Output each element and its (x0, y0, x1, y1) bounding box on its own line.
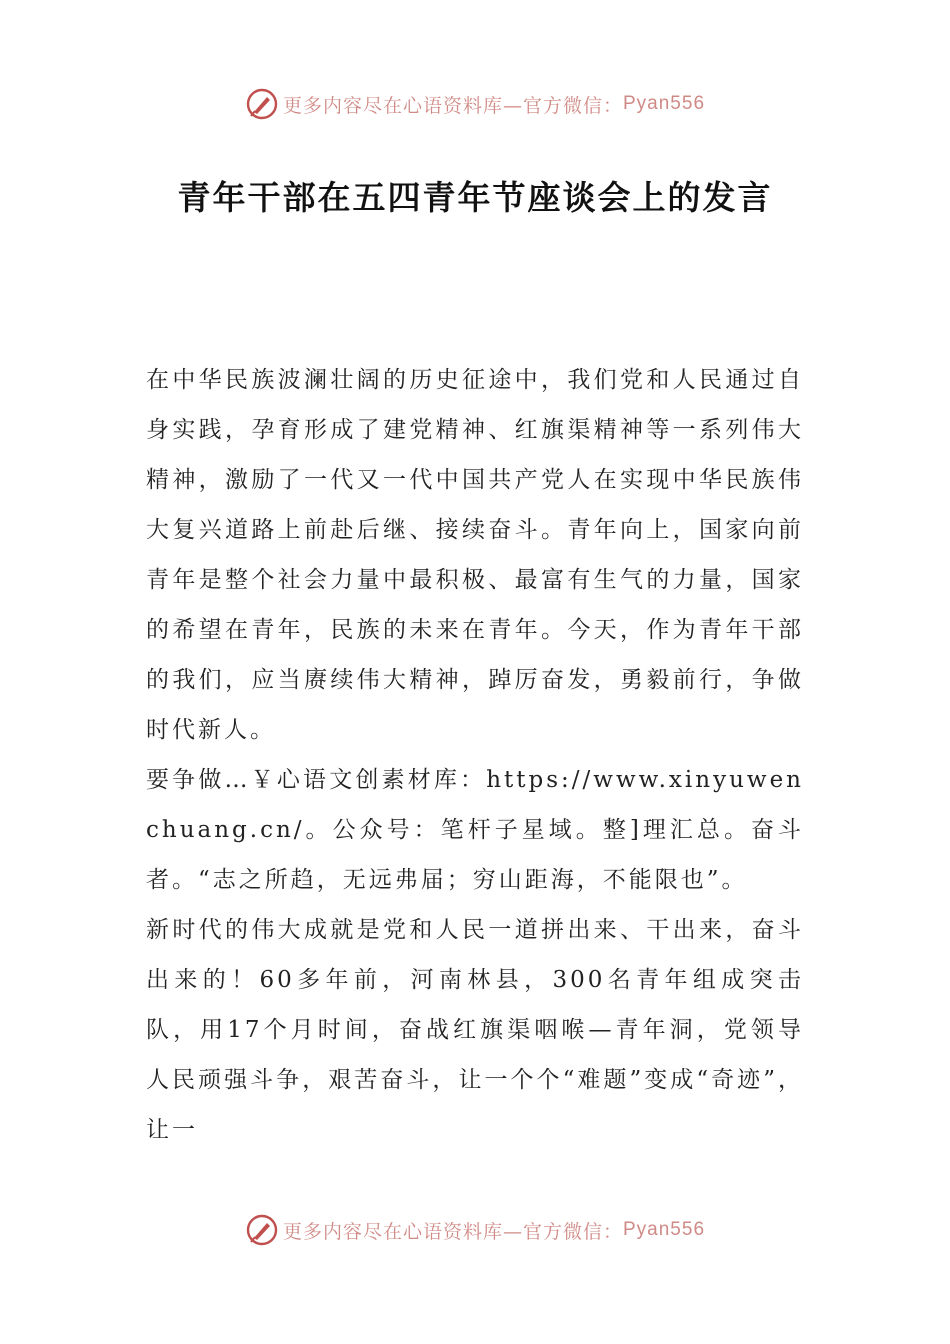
paragraph: 在中华民族波澜壮阔的历史征途中，我们党和人民通过自身实践，孕育形成了建党精神、红旗渠精神等一系列伟大精神，激励了一代又一代中国共产党人在实现中华民族伟大复兴道路上前赴后继、接续奋斗。青年向上，国家向前青年是整个社会力量中最积极、最富有生气的力量，国家的希望在青年，民族的未来在青年。今天，作为青年干部的我们，应当赓续伟大精神，踔厉奋发，勇毅前行，争做时代新人。 (146, 367, 804, 743)
header-watermark (0, 84, 950, 124)
footer-watermark (0, 1210, 950, 1250)
watermark-text: 更多内容尽在心语资料库—官方微信： (282, 1220, 623, 1243)
paragraph: 新时代的伟大成就是党和人民一道拼出来、干出来，奋斗出来的！60多年前，河南林县，300名青年组成突击队，用17个月时间，奋战红旗渠咽喉—青年洞，党领导人民顽强斗争，艰苦奋斗，让一个个“难题”变成“奇迹”，让一 (146, 917, 804, 1143)
watermark-text: 更多内容尽在心语资料库—官方微信： (282, 94, 623, 117)
document-title: 青年干部在五四青年节座谈会上的发言 (177, 178, 773, 217)
pen-logo-icon (245, 87, 279, 121)
watermark-wechat: Pyan556 (623, 93, 706, 114)
pen-logo-icon (245, 1213, 279, 1247)
document-body (146, 355, 804, 1155)
watermark-wechat: Pyan556 (623, 1219, 706, 1240)
paragraph: 要争做…￥心语文创素材库：https://www.xinyuwenchuang.cn/。公众号：笔杆子星域。整]理汇总。奋斗者。“志之所趋，无远弗届；穷山距海，不能限也”。 (146, 767, 804, 893)
